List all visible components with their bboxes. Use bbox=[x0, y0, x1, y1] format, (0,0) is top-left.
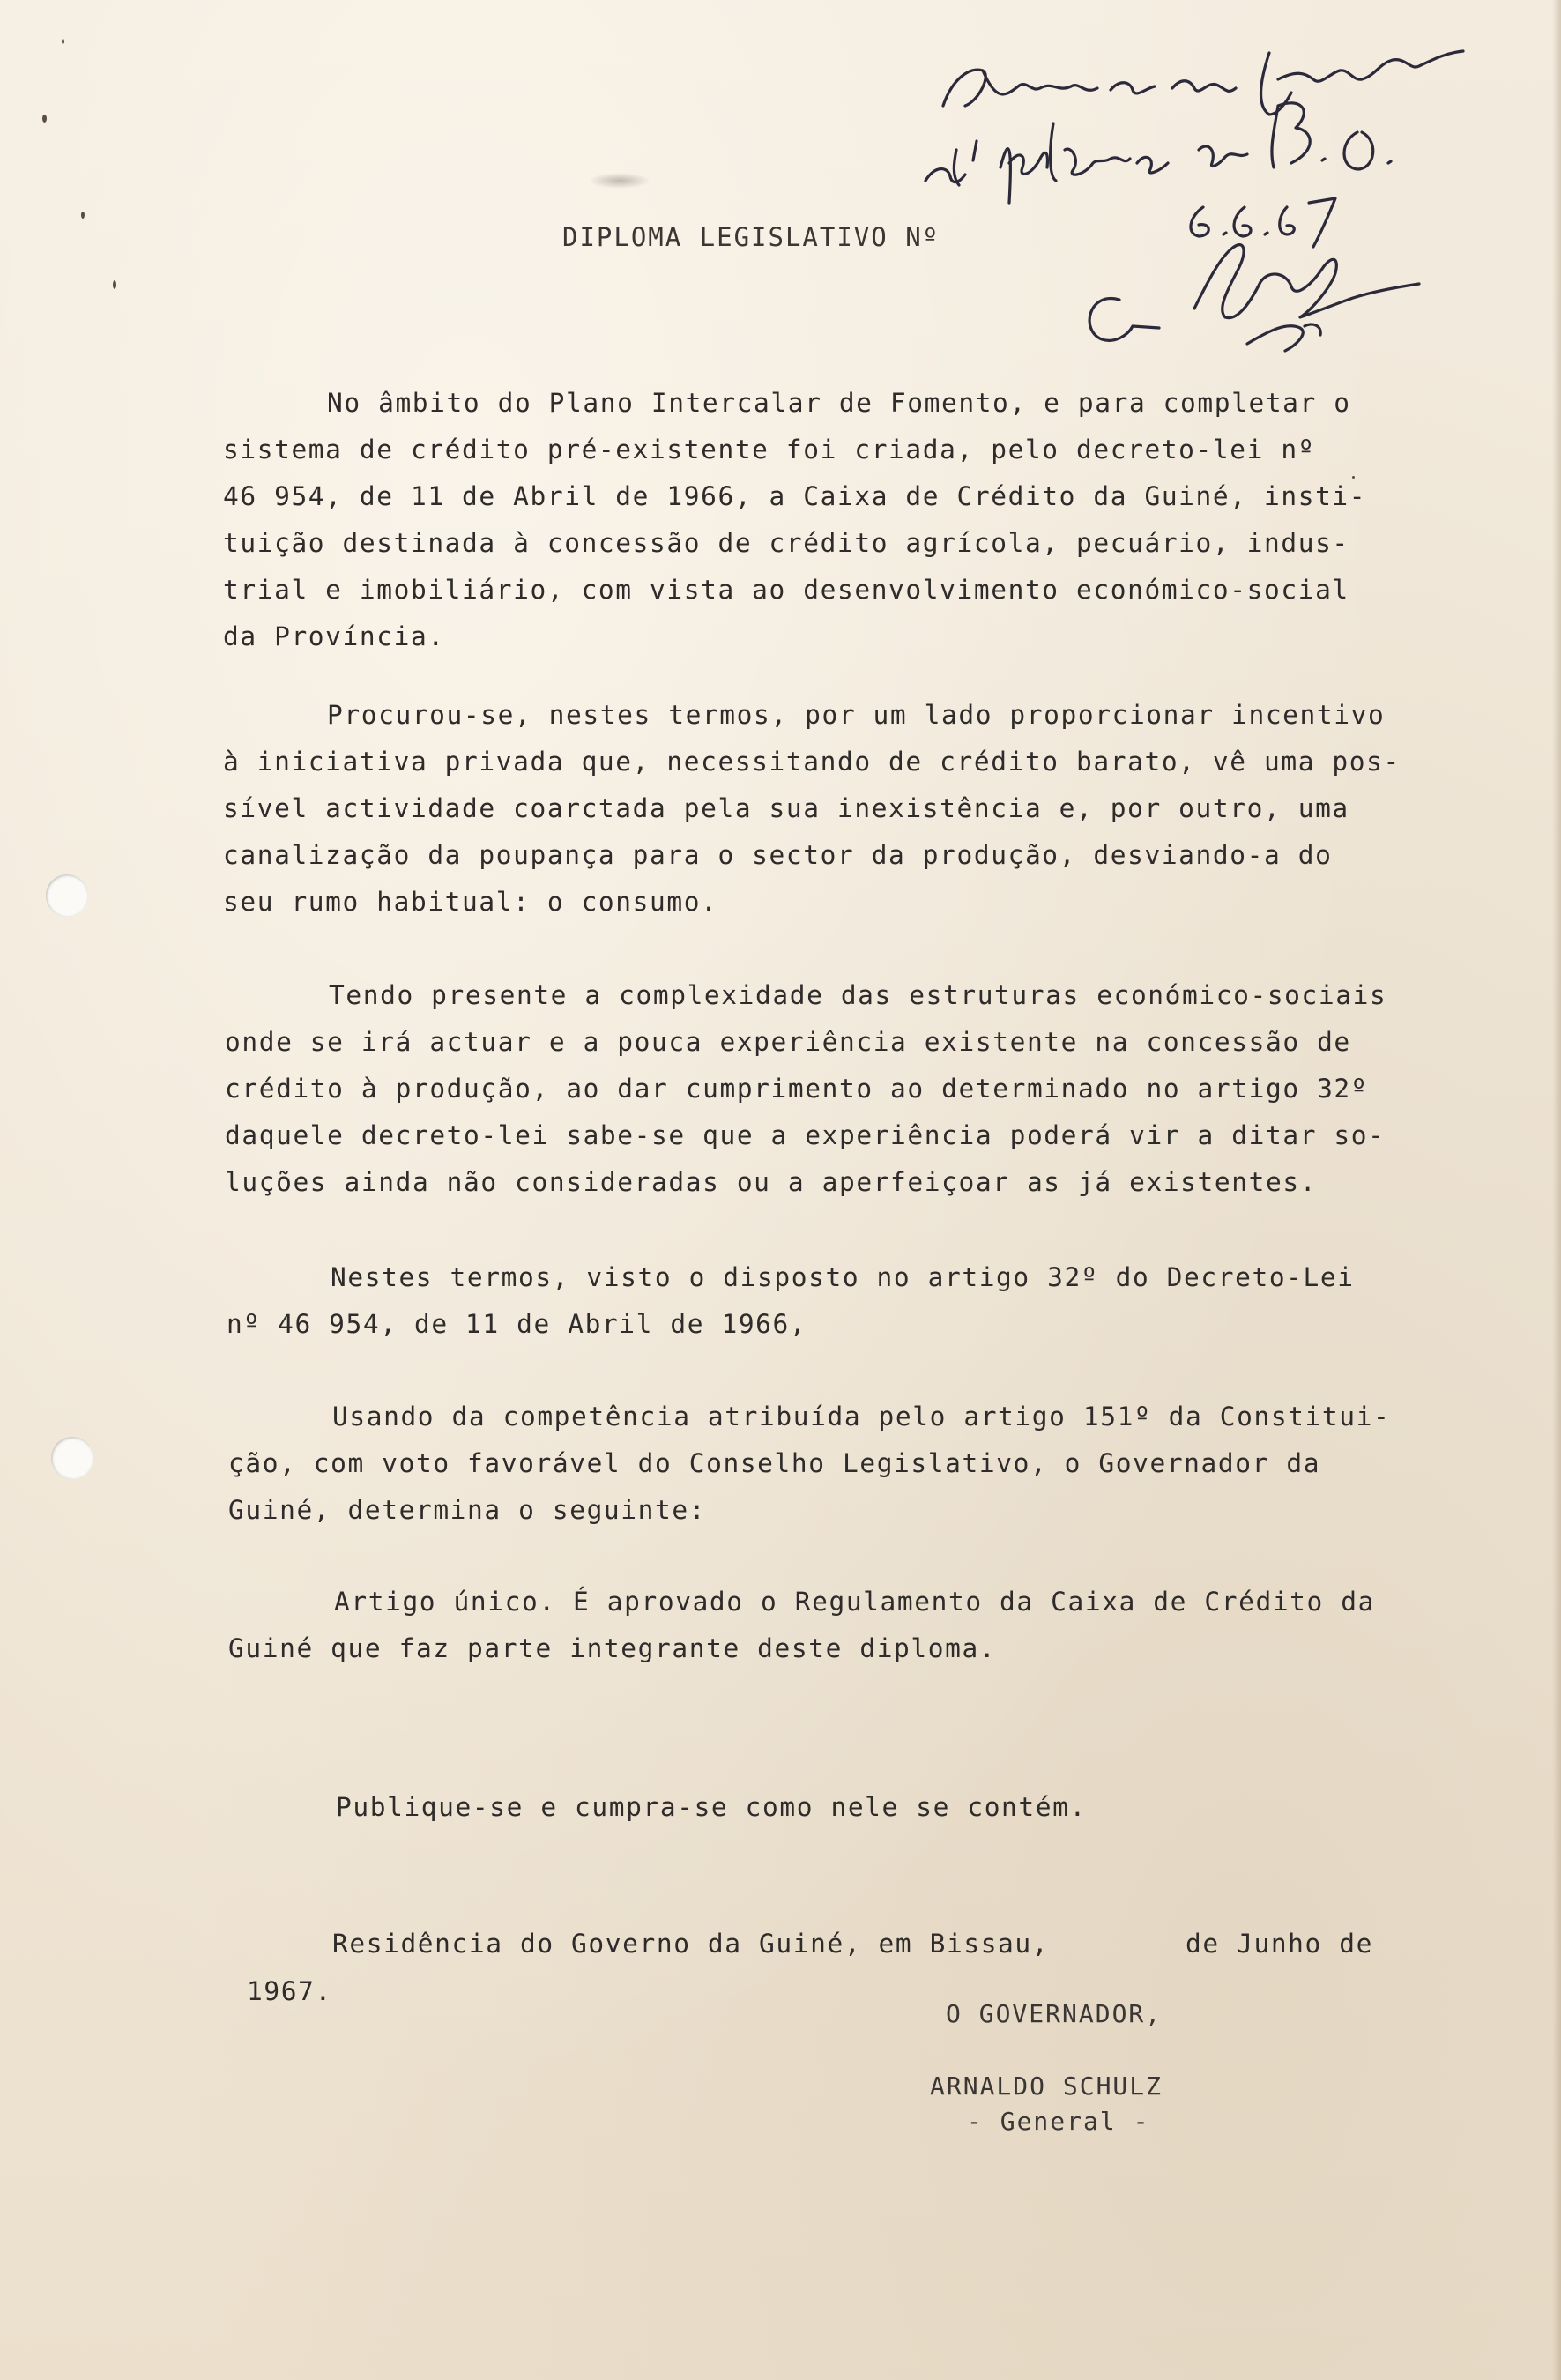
body-line: seu rumo habitual: o consumo. bbox=[223, 887, 718, 917]
paper-edge-shadow bbox=[1552, 0, 1561, 2380]
body-line: No âmbito do Plano Intercalar de Fomento, e para completar o bbox=[327, 388, 1351, 418]
body-line: Guiné que faz parte integrante deste diploma. bbox=[228, 1633, 997, 1663]
handwritten-annotation bbox=[899, 18, 1516, 388]
body-line: canalização da poupança para o sector da produção, desviando-a do bbox=[223, 840, 1333, 870]
document-title: DIPLOMA LEGISLATIVO Nº bbox=[562, 222, 940, 252]
signature-role: O GOVERNADOR, bbox=[946, 1999, 1163, 2028]
body-line: Usando da competência atribuída pelo artigo 151º da Constitui- bbox=[332, 1402, 1391, 1432]
body-line: nº 46 954, de 11 de Abril de 1966, bbox=[227, 1309, 807, 1339]
body-line: sistema de crédito pré-existente foi criada, pelo decreto-lei nº bbox=[223, 435, 1316, 465]
signature-name: ARNALDO SCHULZ bbox=[930, 2071, 1163, 2101]
body-line: trial e imobiliário, com vista ao desenvolvimento económico-social bbox=[223, 575, 1349, 605]
body-line: à iniciativa privada que, necessitando de crédito barato, vê uma pos- bbox=[223, 747, 1401, 777]
dateline: Residência do Governo da Guiné, em Bissau, de Junho de bbox=[332, 1929, 1373, 1959]
body-line: Artigo único. É aprovado o Regulamento da Caixa de Crédito da bbox=[334, 1587, 1375, 1617]
punch-hole bbox=[51, 1437, 93, 1479]
body-line: tuição destinada à concessão de crédito agrícola, pecuário, indus- bbox=[223, 528, 1349, 558]
paper-speck bbox=[113, 280, 116, 289]
dateline-year: 1967. bbox=[247, 1976, 332, 2006]
paper-speck bbox=[62, 39, 64, 44]
body-line: ção, com voto favorável do Conselho Legislativo, o Governador da bbox=[228, 1448, 1321, 1478]
paper-speck bbox=[42, 115, 47, 123]
body-line: crédito à produção, ao dar cumprimento ao determinado no artigo 32º bbox=[225, 1074, 1369, 1104]
body-line: luções ainda não consideradas ou a aperfeiçoar as já existentes. bbox=[225, 1167, 1318, 1197]
body-line: Guiné, determina o seguinte: bbox=[228, 1495, 707, 1525]
body-line: 46 954, de 11 de Abril de 1966, a Caixa de Crédito da Guiné, insti- bbox=[223, 481, 1367, 511]
paper-speck bbox=[1352, 476, 1355, 479]
body-line: daquele decreto-lei sabe-se que a experiência poderá vir a ditar so- bbox=[225, 1120, 1386, 1150]
body-line: Nestes termos, visto o disposto no artigo 32º do Decreto-Lei bbox=[331, 1262, 1355, 1292]
body-line: da Província. bbox=[223, 621, 445, 651]
body-line: onde se irá actuar e a pouca experiência existente na concessão de bbox=[225, 1027, 1351, 1057]
body-line: sível actividade coarctada pela sua inexistência e, por outro, uma bbox=[223, 793, 1349, 823]
stamp-smudge bbox=[589, 173, 650, 189]
body-line: Procurou-se, nestes termos, por um lado proporcionar incentivo bbox=[327, 700, 1386, 730]
paper-speck bbox=[81, 212, 85, 219]
body-line: Publique-se e cumpra-se como nele se contém. bbox=[336, 1792, 1087, 1822]
body-line: Tendo presente a complexidade das estruturas económico-sociais bbox=[329, 980, 1387, 1010]
punch-hole bbox=[46, 874, 88, 917]
signature-rank: - General - bbox=[967, 2107, 1150, 2136]
